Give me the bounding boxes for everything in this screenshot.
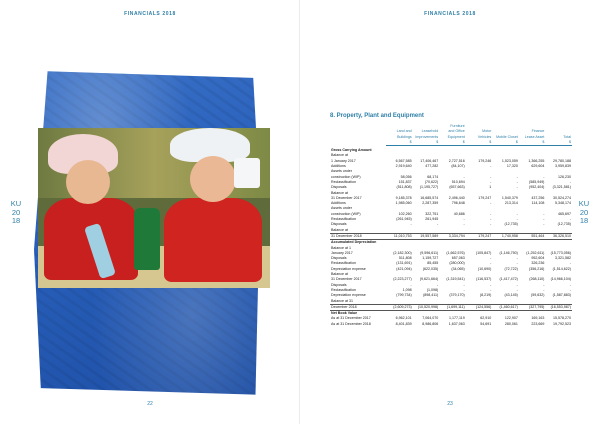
table-cell: 1,159,727 [422,256,439,261]
row-label: Assets under [331,206,352,211]
table-cell: 2,919,640 [395,164,412,169]
table-cell: 3,334,794 [439,233,466,239]
table-cell: (1,098) [426,287,439,292]
table-cell: (16,553,987) [545,304,572,310]
table-cell: (9,621,664) [419,277,439,282]
table-cell: 62,910 [480,316,492,321]
table-cell: (261,945) [396,217,412,222]
ppe-table-header [330,124,572,148]
table-cell: (1,460,617) [492,304,519,310]
table-cell: - [490,211,492,216]
row-label: Reclassification [331,261,356,266]
table-cell: (421,094) [396,266,412,271]
table-cell: 280,061 [504,321,518,326]
row-label: Assets under [331,169,352,174]
unit-label: $ [466,140,493,146]
row-label: December 2018 [330,304,386,310]
table-cell: (2,223,277) [393,277,412,282]
table-cell: (1,699,111) [439,304,466,310]
table-cell: (34,065) [451,266,465,271]
table-cell: 657,063 [451,256,465,261]
table-cell: (14,966,104) [550,277,571,282]
row-label: 31 December 2017 [331,277,362,282]
table-cell: - [490,217,492,222]
photo-cup [234,158,260,188]
table-cell: 511,808 [398,256,412,261]
table-cell: - [516,261,518,266]
column-header-line: Finance [531,129,545,134]
ppe-table-body [330,148,572,327]
table-cell: 151,837 [398,179,412,184]
table-cell: (379,170) [449,293,465,298]
table-cell: 3,321,582 [555,256,571,261]
table-cell: - [569,179,571,184]
table-cell: - [569,217,571,222]
row-label: Disposals [331,222,347,227]
table-cell: (131,691) [396,261,412,266]
table-cell: - [410,282,412,287]
table-cell: 114,108 [531,201,545,206]
row-label: Balance at 31 [331,298,353,303]
ppe-table [330,124,572,327]
row-label: Balance at [331,153,348,158]
table-cell: 465,697 [558,211,571,216]
table-cell: 952,604 [531,256,545,261]
table-cell: 122,907 [504,316,518,321]
children-photo [38,128,270,288]
table-cell: - [516,179,518,184]
table-cell: (1,662,576) [446,250,465,255]
table-cell: (622,035) [422,266,439,271]
table-cell: 2,287,359 [422,201,439,206]
table-cell: (1,195,727) [419,185,439,190]
side-tab-line: 20 [11,207,21,217]
table-cell: (43,145) [504,293,518,298]
table-cell: - [490,164,492,169]
table-cell: 19,557,589 [413,233,440,239]
table-cell: 326,236 [531,261,545,266]
table-cell: 7,064,070 [422,316,439,321]
table-cell: (1,252,611) [526,250,545,255]
table-cell: 29,780,188 [553,158,571,163]
table-cell: - [463,282,465,287]
unit-label: $ [545,140,572,146]
table-cell: (59,632) [531,293,545,298]
photo-child-face [66,160,110,204]
table-cell: 9,185,378 [395,195,412,200]
row-label: 31 December 2017 [331,195,362,200]
photo-green-bottle [134,208,160,270]
table-cell: 40,686 [453,211,465,216]
table-cell: 1,985,060 [395,201,412,206]
table-cell: - [490,256,492,261]
side-tab-line: KU [10,199,22,208]
side-tab-right [574,200,594,226]
table-cell: (1,514,622) [552,266,571,271]
unit-label: $ [413,140,440,146]
table-cell: (1,417,472) [499,277,518,282]
table-cell: - [490,174,492,179]
table-cell: - [543,282,545,287]
row-label: Net Book Value [331,311,358,316]
row-label: As at 31 December 2017 [331,316,371,321]
page-number-right: 23 [447,401,453,407]
row-label: As at 31 December 2018 [331,321,371,326]
table-cell: 213,314 [504,201,518,206]
table-row [330,322,572,327]
table-cell: - [490,201,492,206]
table-cell: (1,319,541) [446,277,465,282]
section-title: 8. Property, Plant and Equipment [330,113,424,119]
table-cell: 16,685,574 [420,195,439,200]
row-label: Additions [331,164,346,169]
table-cell: 2,727,516 [448,158,465,163]
table-cell: 17,320 [506,164,518,169]
unit-label: $ [519,140,546,146]
table-cell: (1,587,883) [552,293,571,298]
table-cell: (72,722) [504,266,518,271]
table-cell: 2,496,440 [448,195,465,200]
side-tab-line: 18 [11,216,21,225]
table-cell: 6,567,585 [395,158,412,163]
table-cell: - [516,211,518,216]
table-cell: - [490,282,492,287]
table-cell: 551,464 [519,233,546,239]
table-cell: 17,406,467 [420,158,439,163]
table-cell: - [543,222,545,227]
table-cell: 30,524,274 [553,195,571,200]
column-header-line: Lease Asset [524,134,545,139]
table-cell: 102,260 [398,211,412,216]
table-cell: 1,366,255 [528,158,545,163]
table-cell: (898,411) [423,293,439,298]
table-cell: (84,107) [451,164,465,169]
table-cell: (124,556) [466,304,493,310]
table-cell: (12,735) [557,222,571,227]
table-cell: (511,808) [396,185,412,190]
table-cell: (9,596,611) [420,250,439,255]
table-cell: 223,669 [531,321,545,326]
running-head-left: FINANCIALS 2018 [124,11,176,17]
table-cell: 19,792,523 [553,321,571,326]
table-cell: - [569,282,571,287]
table-cell: - [463,174,465,179]
table-cell: 1,098 [402,287,412,292]
table-cell: (15,773,056) [550,250,571,255]
table-row [330,316,572,321]
table-cell: 54,691 [480,321,492,326]
table-cell: 15,578,270 [553,316,571,321]
table-cell: 1,540,379 [501,195,518,200]
table-cell: 68,174 [427,174,439,179]
unit-label: $ [439,140,466,146]
row-label: Depreciation expense [331,266,366,271]
column-header-line: and Office [448,129,465,134]
table-cell: - [569,261,571,266]
table-cell: (12,735) [504,222,518,227]
table-cell: - [516,217,518,222]
table-cell: (116,537) [476,277,492,282]
running-head-right: FINANCIALS 2018 [424,11,476,17]
table-cell: - [437,222,439,227]
table-cell: 179,247 [466,233,493,239]
table-cell: - [516,174,518,179]
table-cell: 85,455 [427,261,439,266]
table-cell: 1 [489,185,492,190]
column-header-line: Leasehold [421,129,439,134]
row-label: Depreciation expense [331,293,366,298]
table-cell: 36,326,510 [545,233,572,239]
row-label: Balance at [331,190,348,195]
table-cell: 6,962,101 [395,316,412,321]
column-header-line: Vehicles [477,134,492,139]
table-cell: 1,177,119 [449,316,465,321]
table-cell: - [490,261,492,266]
page-number-left: 22 [147,401,153,407]
table-cell: (268,110) [529,277,545,282]
column-header-line: Total [563,134,571,139]
row-label: Balance at [331,272,348,277]
table-cell: 11,010,753 [386,233,413,239]
table-cell: (327,795) [519,304,546,310]
table-cell: - [516,256,518,261]
table-cell: - [490,287,492,292]
row-label: January 2017 [331,250,353,255]
row-label: Reclassification [331,287,356,292]
row-label: Disposals [331,256,347,261]
table-cell: - [569,287,571,292]
row-label: construction (WIP) [331,174,361,179]
table-cell: (585,949) [529,179,545,184]
row-label: construction (WIP) [331,211,361,216]
table-cell: - [463,217,465,222]
column-header-line: Motor [482,129,492,134]
table-cell: (2,182,300) [393,250,412,255]
table-cell: - [490,179,492,184]
photo-child-face [190,156,236,202]
unit-label: $ [492,140,519,146]
table-cell: 58,056 [400,174,412,179]
table-cell: - [516,287,518,292]
table-cell: 1,740,958 [492,233,519,239]
table-cell: (799,734) [396,293,412,298]
table-cell: (2,609,273) [386,304,413,310]
table-cell: - [516,282,518,287]
table-cell: 437,256 [531,195,545,200]
side-tab-line: 20 [579,207,589,217]
row-label: Disposals [331,185,347,190]
row-label: Gross Carrying Amount [331,148,372,153]
table-cell: (105,847) [475,250,492,255]
table-cell: - [490,222,492,227]
table-cell: (3,321,581) [552,185,571,190]
table-cell: (70,622) [424,179,439,184]
table-cell: 1,637,063 [448,321,465,326]
row-label: Reclassification [331,217,356,222]
column-header-line: Land and [396,129,412,134]
row-label: 1 January 2017 [331,158,356,163]
row-label: Accumulated Depreciation [331,240,377,245]
photo-red-vest [164,198,262,282]
table-cell: (1,146,750) [499,250,518,255]
table-cell: (10,690) [477,266,492,271]
row-label: Balance at [331,227,348,232]
table-cell: 510,694 [451,179,465,184]
table-cell: - [437,282,439,287]
table-cell: - [543,217,545,222]
table-cell: (657,663) [449,185,465,190]
row-label: Balance at 1 [331,245,351,250]
column-header-line: Furniture [450,124,465,128]
table-cell: - [543,174,545,179]
table-cell: 126,230 [558,174,571,179]
row-label: Disposals [331,282,347,287]
table-cell: 629,604 [531,164,545,169]
table-cell: 179,247 [478,195,492,200]
table-cell: 169,163 [531,316,545,321]
table-cell: (10,520,998) [413,304,440,310]
row-label: Reclassification [331,179,356,184]
table-cell: (280,000) [449,261,465,266]
row-label: Additions [331,201,346,206]
table-cell: - [543,287,545,292]
table-cell: 1,523,059 [501,158,518,163]
table-cell: 3,959,839 [555,164,571,169]
table-cell: 796,648 [451,201,465,206]
table-cell: 477,282 [425,164,439,169]
table-cell: (356,216) [529,266,545,271]
row-label: 31 December 2018 [330,233,386,239]
table-cell: 261,945 [425,217,439,222]
table-cell: - [410,222,412,227]
column-header-line: Mobile Closet [496,134,518,139]
column-header-line: Buildings [397,134,412,139]
table-cell: (952,404) [529,185,545,190]
table-cell: 8,401,839 [395,321,412,326]
table-cell: 8,986,806 [422,321,439,326]
side-tab-left [6,200,26,226]
table-cell: - [463,287,465,292]
unit-label: $ [386,140,413,146]
column-header-line: Improvements [415,134,439,139]
table-cell: 179,246 [478,158,492,163]
table-cell: 322,751 [425,211,439,216]
column-header-line: Equipment [447,134,465,139]
table-cell: - [463,222,465,227]
table-cell: 5,348,174 [555,201,571,206]
side-tab-line: 18 [579,216,589,225]
table-cell: (8,219) [479,293,492,298]
table-cell: - [516,185,518,190]
side-tab-line: KU [578,199,590,208]
table-cell: - [543,211,545,216]
